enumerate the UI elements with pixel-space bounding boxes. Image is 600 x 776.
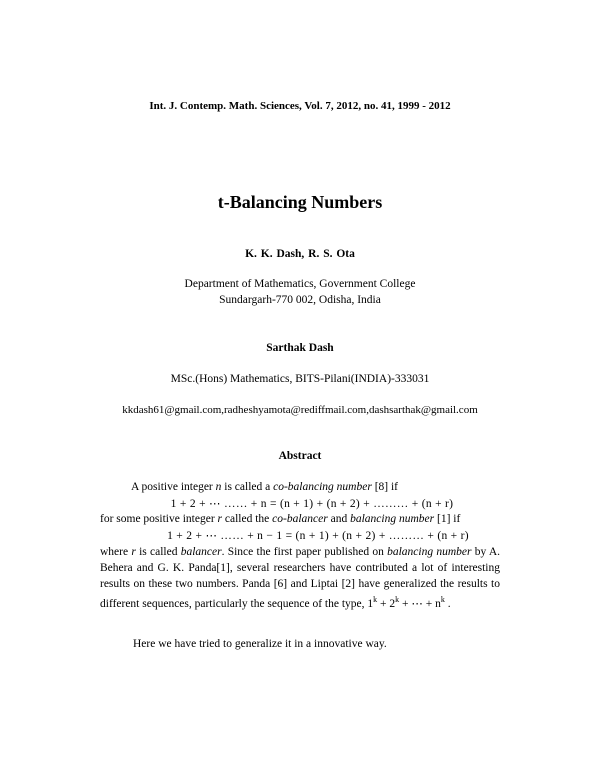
journal-citation: Int. J. Contemp. Math. Sciences, Vol. 7, 2012, no. 41, 1999 - 2012 — [149, 100, 451, 112]
abstract-heading: Abstract — [278, 450, 322, 462]
abstract-paragraph-1: A positive integer n is called a co-balancing number [8] if — [131, 481, 399, 493]
equation-co-balancing: 1 + 2 + ⋯ …… + n = (n + 1) + (n + 2) + ……… + (n + r) — [170, 498, 454, 510]
paper-title: t-Balancing Numbers — [217, 192, 383, 212]
abstract-paragraph-2: for some positive integer r called the co-balancer and balancing number [1] if — [100, 513, 461, 525]
abstract-paragraph-3: where r is called balancer. Since the first paper published on balancing number by A. Behera and G. K. Panda[1], several researchers have contributed a lot of interesting results on these two numbers. Panda [6] and Liptai [2] have generalized the results to different sequences, particularly the sequence of the type, $1^k + 2^k$ + ⋯ + $n^k$ . — [100, 546, 501, 610]
equation-balancing: 1 + 2 + ⋯ …… + n − 1 = (n + 1) + (n + 2) + ……… + (n + r) — [167, 530, 469, 542]
author-emails: kkdash61@gmail.com,radheshyamota@rediffmail.com,dashsarthak@gmail.com — [122, 404, 478, 416]
affiliation-department: Department of Mathematics, Government College — [184, 278, 416, 290]
second-author-name: Sarthak Dash — [266, 342, 334, 354]
affiliation-address: Sundargarh-770 002, Odisha, India — [219, 294, 381, 306]
second-author-affiliation: MSc.(Hons) Mathematics, BITS-Pilani(INDIA)-333031 — [170, 373, 430, 385]
author-names: K. K. Dash, R. S. Ota — [245, 248, 355, 260]
abstract-closing-sentence: Here we have tried to generalize it in a innovative way. — [133, 638, 387, 650]
